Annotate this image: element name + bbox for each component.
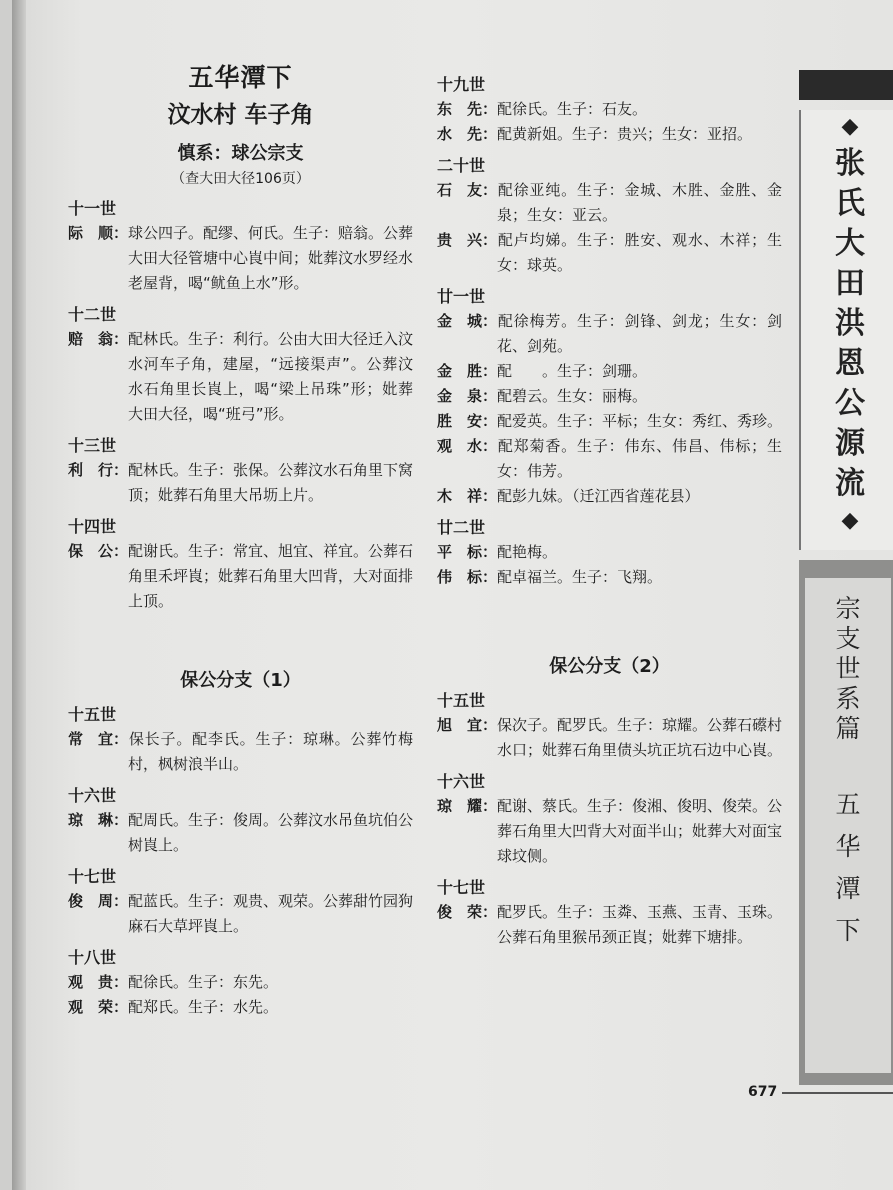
person-name: 俊 荣：	[437, 903, 498, 921]
person-name: 观 贵：	[68, 973, 129, 991]
entry-text: 配 。生子：剑珊。	[497, 362, 648, 380]
vertical-char: 流	[835, 466, 865, 501]
person-name: 木 祥：	[437, 487, 498, 505]
genealogy-entry	[437, 484, 782, 509]
entry-text: 配彭九妹。（迁江西省莲花县）	[497, 487, 700, 505]
vertical-char: 恩	[835, 346, 865, 381]
entry-text: 保次子。配罗氏。生子：琼耀。公葬石礤村水口；妣葬石角里债头坑正坑石边中心崀。	[497, 716, 783, 759]
right-column	[437, 66, 782, 950]
genealogy-entry	[68, 889, 413, 939]
branch1-generations	[68, 702, 413, 1020]
vertical-char: 世	[835, 654, 861, 683]
page-title: 五华潭下	[188, 63, 293, 92]
generation-heading: 廿一世	[437, 287, 486, 306]
lineage-heading: 慎系：球公宗支	[177, 143, 304, 164]
branch-title-2: 保公分支（2）	[549, 656, 670, 677]
person-name: 赔 翁：	[68, 330, 129, 348]
diamond-ornament: ◆	[841, 114, 859, 139]
vertical-char: 氏	[835, 186, 865, 221]
page-number: 677	[748, 1084, 778, 1100]
vertical-char: 支	[835, 624, 861, 653]
entry-text: 配郑氏。生子：水先。	[128, 998, 279, 1016]
entry-text: 配艳梅。	[497, 543, 558, 561]
diamond-ornament: ◆	[841, 508, 859, 533]
genealogy-entry	[437, 228, 782, 278]
vertical-char: 五	[835, 790, 861, 819]
genealogy-entry	[437, 122, 782, 147]
entry-text: 配谢、蔡氏。生子：俊湘、俊明、俊荣。公葬石角里大凹背大对面半山；妣葬大对面宝球坟侧。	[497, 797, 783, 865]
genealogy-entry	[68, 995, 413, 1020]
vertical-char: 篇	[835, 714, 861, 743]
person-name: 胜 安：	[437, 412, 498, 430]
genealogy-entry	[68, 727, 413, 777]
genealogy-entry	[437, 178, 782, 228]
chapter-sidebar	[799, 70, 893, 1085]
vertical-char: 宗	[835, 594, 861, 623]
generation-heading: 十六世	[437, 772, 486, 791]
person-name: 琼 耀：	[437, 797, 498, 815]
entry-text: 保长子。配李氏。生子：琼琳。公葬竹梅村，枫树浪半山。	[128, 730, 413, 773]
generation-heading: 十一世	[68, 199, 117, 218]
person-name: 琼 琳：	[68, 811, 129, 829]
entry-text: 配卢均娣。生子：胜安、观水、木祥；生女：球英。	[497, 231, 782, 274]
person-name: 金 泉：	[437, 387, 498, 405]
entry-text: 配徐梅芳。生子：剑锋、剑龙；生女：剑花、剑苑。	[497, 312, 782, 355]
genealogy-entry	[68, 327, 413, 427]
person-name: 观 荣：	[68, 998, 129, 1016]
entry-text: 配卓福兰。生子：飞翔。	[497, 568, 663, 586]
entry-text: 配林氏。生子：利行。公由大田大径迁入汶水河车子角，建屋，“远接渠声”。公葬汶水石角里长崀上，喝“梁上吊珠”形；妣葬大田大径，喝“班弓”形。	[128, 330, 414, 423]
entry-text: 配罗氏。生子：玉粦、玉燕、玉青、玉珠。公葬石角里猴吊颈正崀；妣葬下塘排。	[497, 903, 783, 946]
vertical-char: 洪	[835, 306, 865, 341]
entry-text: 配徐氏。生子：东先。	[128, 973, 279, 991]
person-name: 石 友：	[437, 181, 498, 199]
vertical-char: 下	[835, 916, 861, 945]
branch2-generations	[437, 688, 782, 950]
genealogy-entry	[68, 221, 413, 296]
sidebar-top-bar	[799, 70, 893, 100]
person-name: 保 公：	[68, 542, 129, 560]
entry-text: 配爱英。生子：平标；生女：秀红、秀珍。	[497, 412, 783, 430]
vertical-char: 潭	[835, 874, 861, 903]
person-name: 平 标：	[437, 543, 498, 561]
genealogy-entry	[437, 409, 782, 434]
entry-text: 配郑菊香。生子：伟东、伟昌、伟标；生女：伟芳。	[497, 437, 782, 480]
vertical-char: 张	[835, 146, 865, 181]
person-name: 旭 宜：	[437, 716, 498, 734]
vertical-char: 田	[835, 266, 865, 301]
person-name: 水 先：	[437, 125, 498, 143]
genealogy-entry	[437, 713, 782, 763]
genealogy-entry	[68, 458, 413, 508]
generation-heading: 十七世	[68, 867, 117, 886]
entry-text: 配林氏。生子：张保。公葬汶水石角里下窝顶；妣葬石角里大吊坜上片。	[128, 461, 414, 504]
genealogy-entry	[437, 540, 782, 565]
person-name: 金 城：	[437, 312, 498, 330]
book-page	[12, 0, 893, 1190]
genealogy-entry	[437, 309, 782, 359]
genealogy-entry	[437, 384, 782, 409]
genealogy-entry	[437, 97, 782, 122]
page-subtitle: 汶水村 车子角	[167, 102, 314, 128]
person-name: 贵 兴：	[437, 231, 498, 249]
generation-heading: 二十世	[437, 156, 486, 175]
person-name: 观 水：	[437, 437, 498, 455]
generation-heading: 十五世	[68, 705, 117, 724]
generation-heading: 十五世	[437, 691, 486, 710]
footer-rule	[782, 1092, 893, 1094]
book-spine	[12, 0, 26, 1190]
generation-heading: 十六世	[68, 786, 117, 805]
section-name-vertical	[835, 594, 860, 744]
genealogy-entry	[437, 900, 782, 950]
vertical-char: 源	[835, 426, 865, 461]
person-name: 伟 标：	[437, 568, 498, 586]
person-name: 际 顺：	[68, 224, 129, 242]
entry-text: 配徐氏。生子：石友。	[497, 100, 648, 118]
entry-text: 配蓝氏。生子：观贵、观荣。公葬甜竹园狗麻石大草坪崀上。	[128, 892, 414, 935]
sidebar-section-block	[799, 560, 893, 1085]
generation-heading: 十八世	[68, 948, 117, 967]
genealogy-entry	[437, 794, 782, 869]
generation-heading: 十九世	[437, 75, 486, 94]
generation-heading: 十二世	[68, 305, 117, 324]
vertical-char: 公	[835, 386, 865, 421]
branch-title-1: 保公分支（1）	[180, 670, 301, 691]
entry-text: 球公四子。配缪、何氏。生子：赔翁。公葬大田大径管塘中心崀中间；妣葬汶水罗经水老屋背，喝“鱿鱼上水”形。	[128, 224, 414, 292]
person-name: 俊 周：	[68, 892, 129, 910]
generation-heading: 廿二世	[437, 518, 486, 537]
entry-text: 配谢氏。生子：常宜、旭宜、祥宜。公葬石角里禾坪崀；妣葬石角里大凹背，大对面排上顶。	[128, 542, 414, 610]
entry-text: 配徐亚纯。生子：金城、木胜、金胜、金泉；生女：亚云。	[497, 181, 782, 224]
person-name: 金 胜：	[437, 362, 498, 380]
genealogy-entry	[68, 539, 413, 614]
entry-text: 配黄新姐。生子：贵兴；生女：亚招。	[497, 125, 753, 143]
vertical-char: 华	[835, 832, 861, 861]
entry-text: 配碧云。生女：丽梅。	[497, 387, 648, 405]
vertical-char: 系	[835, 684, 861, 713]
sidebar-section-inner	[805, 578, 891, 1073]
vertical-char: 大	[835, 226, 865, 261]
right-generations	[437, 72, 782, 590]
generation-heading: 十七世	[437, 878, 486, 897]
place-name-vertical	[835, 784, 860, 952]
genealogy-entry	[68, 970, 413, 995]
left-column	[68, 62, 413, 1020]
genealogy-entry	[437, 565, 782, 590]
genealogy-entry	[437, 434, 782, 484]
entry-text: 配周氏。生子：俊周。公葬汶水吊鱼坑伯公树崀上。	[128, 811, 414, 854]
book-title-vertical	[799, 110, 893, 550]
genealogy-entry	[68, 808, 413, 858]
person-name: 常 宜：	[68, 730, 129, 748]
generation-heading: 十四世	[68, 517, 117, 536]
person-name: 利 行：	[68, 461, 129, 479]
reference-note: （查大田大径106页）	[171, 171, 310, 187]
genealogy-entry	[437, 359, 782, 384]
generation-heading: 十三世	[68, 436, 117, 455]
left-generations	[68, 196, 413, 614]
person-name: 东 先：	[437, 100, 498, 118]
